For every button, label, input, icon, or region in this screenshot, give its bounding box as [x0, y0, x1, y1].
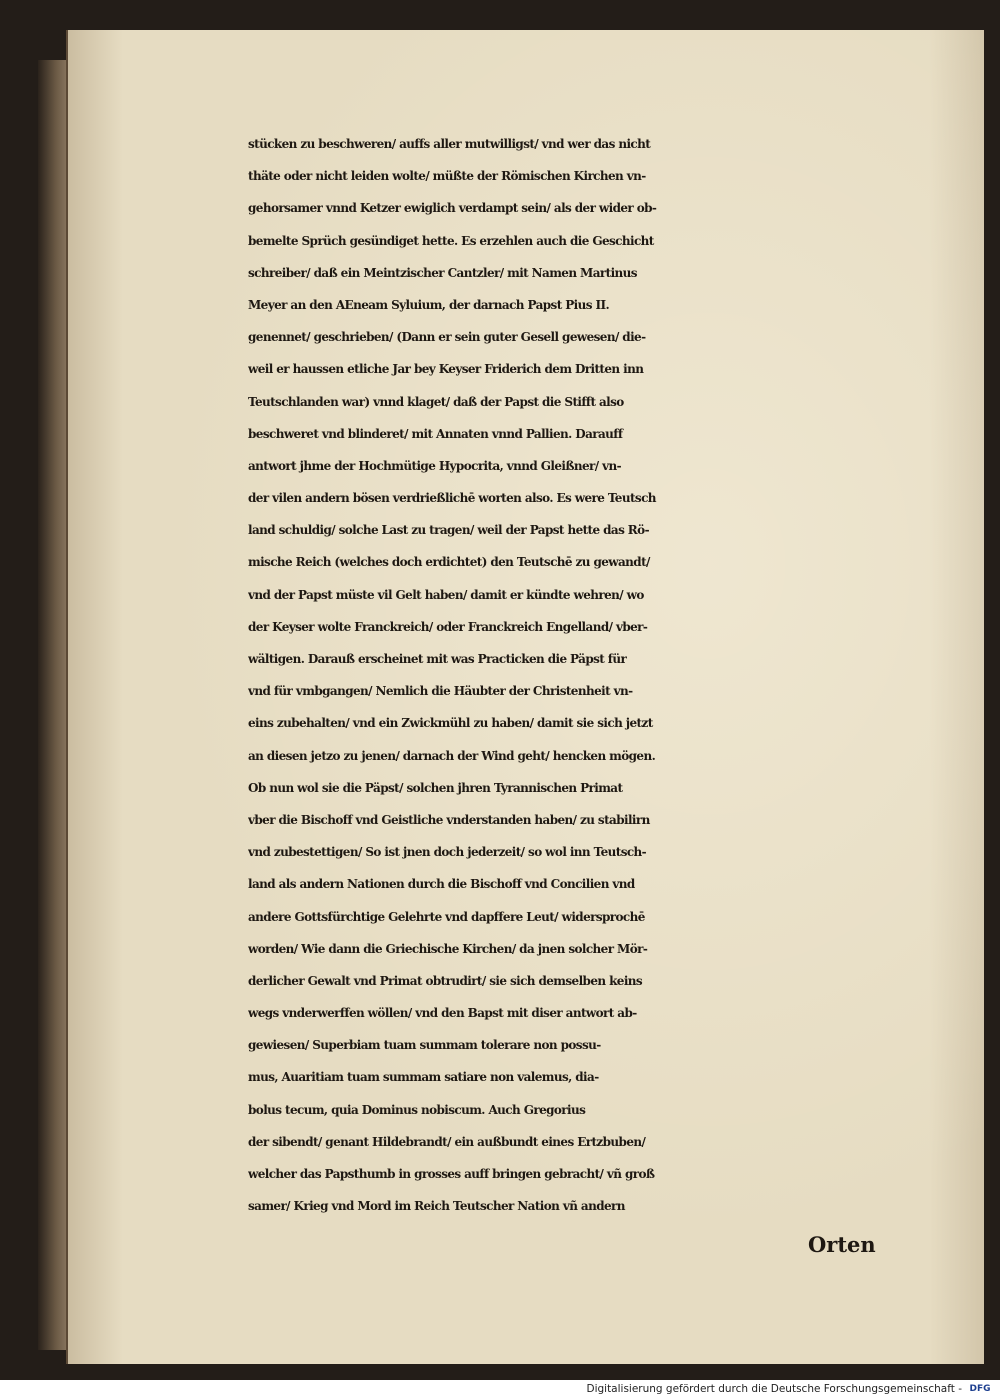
text-line: samer/ Krieg vnd Mord im Reich Teutscher Nation vñ andern — [248, 1199, 625, 1214]
text-line: eins zubehalten/ vnd ein Zwickmühl zu haben/ damit sie sich jetzt — [248, 716, 653, 731]
funding-credit: Digitalisierung gefördert durch die Deutsche Forschungsgemeinschaft - — [586, 1383, 962, 1395]
text-line: worden/ Wie dann die Griechische Kirchen/ da jnen solcher Mör- — [248, 941, 648, 956]
text-line: stücken zu beschweren/ auffs aller mutwilligst/ vnd wer das nicht — [248, 137, 651, 151]
text-line: land schuldig/ solche Last zu tragen/ weil der Papst hette das Rö- — [248, 523, 649, 538]
footer-bar — [0, 1380, 1000, 1399]
text-line: der sibendt/ genant Hildebrandt/ ein außbundt eines Ertzbuben/ — [248, 1134, 646, 1149]
text-line: mus, Auaritiam tuam summam satiare non valemus, dia- — [248, 1070, 599, 1085]
text-line: genennet/ geschrieben/ (Dann er sein guter Gesell gewesen/ die- — [248, 330, 646, 345]
text-line: vnd der Papst müste vil Gelt haben/ damit er kündte wehren/ wo — [248, 587, 644, 602]
text-line: weil er haussen etliche Jar bey Keyser Friderich dem Dritten inn — [248, 362, 644, 377]
text-line: antwort jhme der Hochmütige Hypocrita, vnnd Gleißner/ vn- — [248, 458, 622, 473]
text-line: welcher das Papsthumb in grosses auff bringen gebracht/ vñ groß — [248, 1167, 655, 1181]
dfg-logo: DFG — [969, 1384, 991, 1394]
text-line: derlicher Gewalt vnd Primat obtrudirt/ sie sich demselben keins — [248, 973, 643, 988]
text-line: thäte oder nicht leiden wolte/ müßte der Römischen Kirchen vn- — [248, 169, 646, 184]
text-line: andere Gottsfürchtige Gelehrte vnd dapffere Leut/ widersprochē — [248, 909, 645, 924]
text-line: vnd für vmbgangen/ Nemlich die Häubter der Christenheit vn- — [248, 684, 633, 699]
text-line: land als andern Nationen durch die Bischoff vnd Concilien vnd — [248, 877, 635, 892]
page-text-block — [248, 128, 958, 1222]
text-line: wältigen. Darauß erscheinet mit was Practicken die Päpst für — [248, 652, 627, 666]
text-line: vber die Bischoff vnd Geistliche vnderstanden haben/ zu stabilirn — [248, 812, 650, 827]
text-line: Teutschlanden war) vnnd klaget/ daß der Papst die Stifft also — [248, 394, 624, 409]
text-line: wegs vnderwerffen wöllen/ vnd den Bapst mit diser antwort ab- — [248, 1006, 637, 1021]
text-line: der Keyser wolte Franckreich/ oder Franckreich Engelland/ vber- — [248, 619, 648, 634]
text-line: vnd zubestettigen/ So ist jnen doch jederzeit/ so wol inn Teutsch- — [248, 845, 647, 860]
text-line: gehorsamer vnnd Ketzer ewiglich verdampt sein/ als der wider ob- — [248, 201, 657, 216]
text-line: gewiesen/ Superbiam tuam summam tolerare non possu- — [248, 1038, 601, 1053]
text-line: an diesen jetzo zu jenen/ darnach der Wind geht/ hencken mögen. — [248, 748, 656, 763]
book-spine-edge — [38, 60, 68, 1350]
text-line: beschweret vnd blinderet/ mit Annaten vnnd Pallien. Darauff — [248, 426, 623, 441]
text-line: bemelte Sprüch gesündiget hette. Es erzehlen auch die Geschicht — [248, 233, 654, 248]
text-line: mische Reich (welches doch erdichtet) den Teutschē zu gewandt/ — [248, 555, 650, 570]
text-line: der vilen andern bösen verdrießlichē worten also. Es were Teutsch — [248, 491, 656, 506]
text-line: Ob nun wol sie die Päpst/ solchen jhren Tyrannischen Primat — [248, 780, 623, 795]
text-line: schreiber/ daß ein Meintzischer Cantzler/ mit Namen Martinus — [248, 265, 637, 280]
catchword: Orten — [808, 1232, 876, 1257]
text-line: Meyer an den AEneam Syluium, der darnach Papst Pius II. — [248, 297, 610, 312]
text-line: bolus tecum, quia Dominus nobiscum. Auch Gregorius — [248, 1102, 586, 1117]
